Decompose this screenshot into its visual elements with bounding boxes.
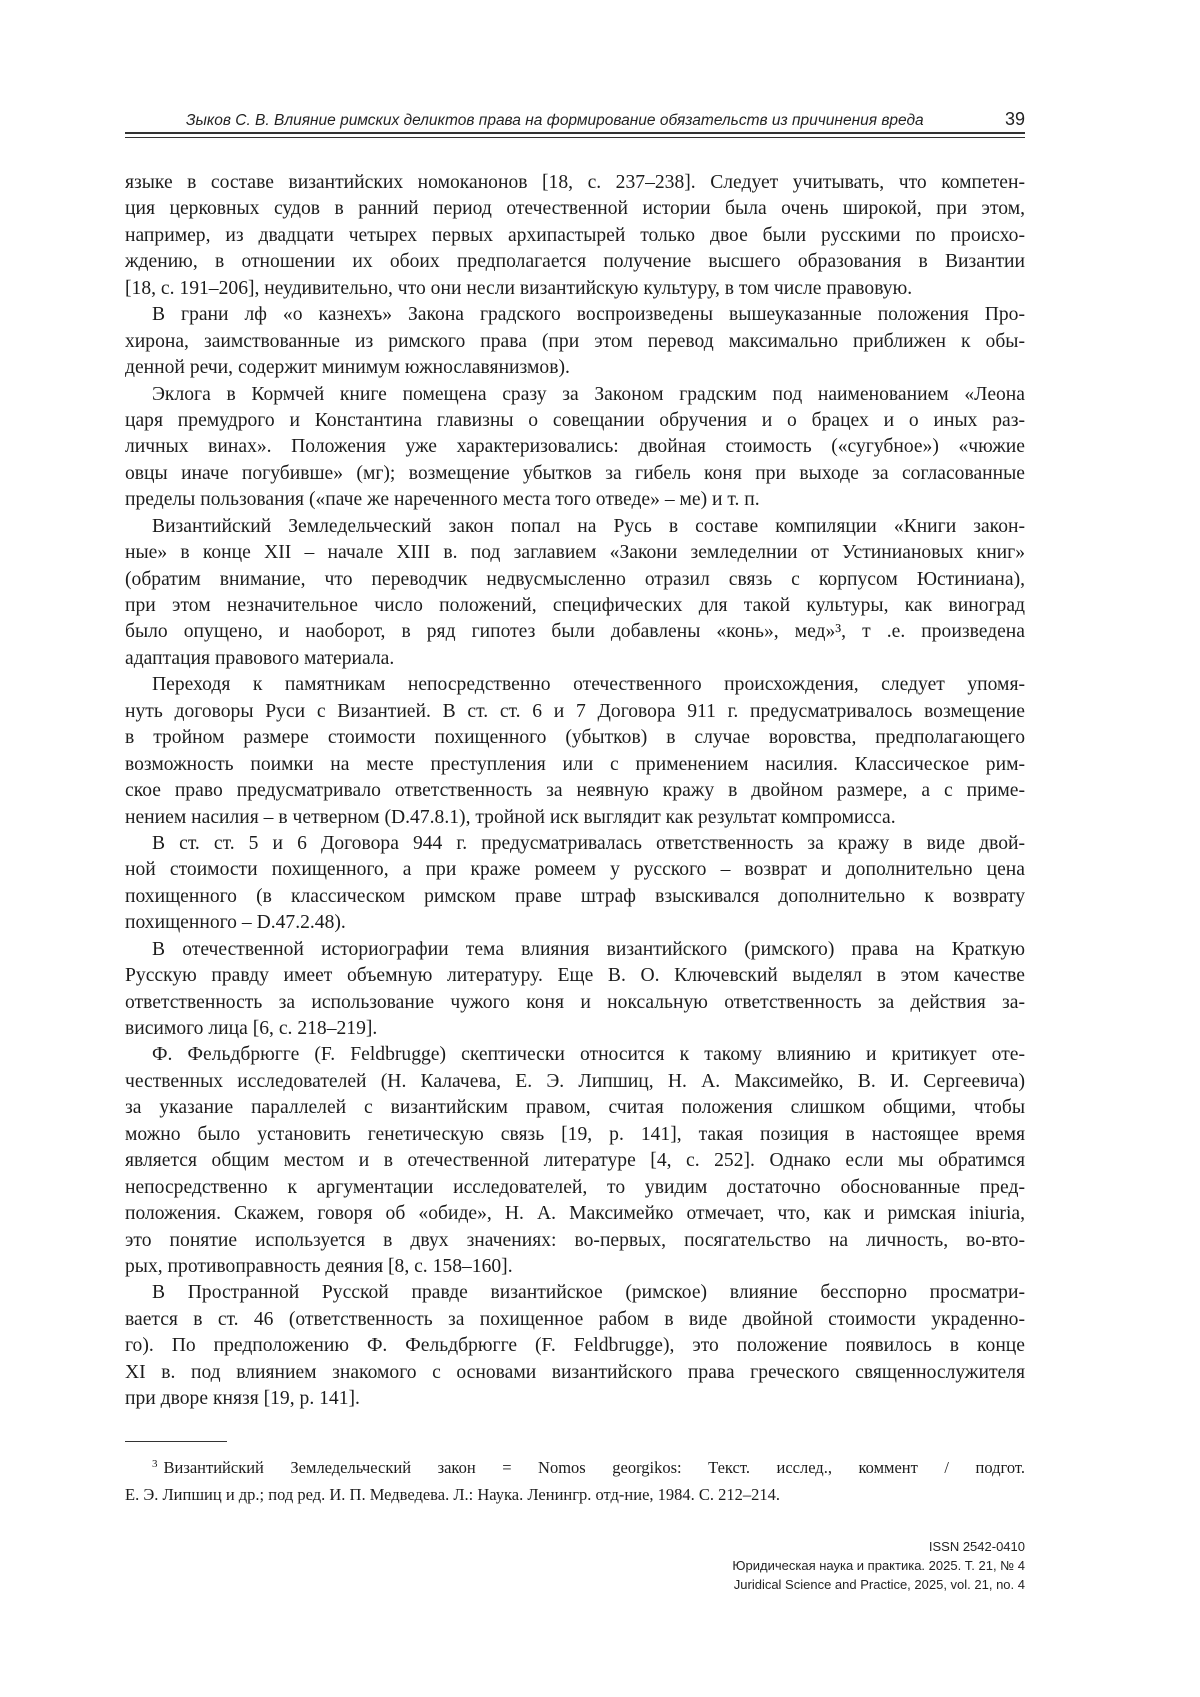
- body-line: при этом незначительное число положений, специфических для такой культуры, как виноград: [125, 595, 1025, 616]
- paragraph: [125, 1280, 1025, 1412]
- body-line: чественных исследователей (Н. Калачева, Е. Э. Липшиц, Н. А. Максимейко, В. И. Сергеевича): [125, 1070, 1025, 1092]
- footnote-text: Византийский Земледельческий закон = Nomos georgikos: Текст. исслед., коммент / подгот.: [163, 1458, 1025, 1477]
- body-line: Эклога в Кормчей книге помещена сразу за Законом градским под наименованием «Леона: [152, 383, 1025, 405]
- body-line: Русскую правду имеет объемную литературу. Еще В. О. Ключевский выделял в этом качестве: [125, 965, 1025, 987]
- issn: ISSN 2542-0410: [928, 1539, 1025, 1554]
- body-line: похищенного – D.47.2.48).: [125, 912, 346, 934]
- running-title: Зыков С. В. Влияние римских деликтов права на формирование обязательств из причинения вреда: [186, 112, 924, 129]
- body-line: го). По предположению Ф. Фельдбрюгге (F. Feldbrugge), это положение появилось в конце: [125, 1335, 1025, 1357]
- body-line: ные» в конце XII – начале XIII в. под заглавием «Закони земледелнии от Устиниановых книг»: [125, 542, 1025, 564]
- page-number: 39: [1004, 109, 1025, 129]
- paragraph: [125, 382, 1025, 514]
- body-line: непосредственно к аргументации исследователей, то увидим достаточно обоснованные пред-: [125, 1176, 1025, 1198]
- body-line: Переходя к памятникам непосредственно отечественного происхождения, следует упомя-: [152, 674, 1025, 696]
- body-line: при дворе князя [19, p. 141].: [125, 1388, 360, 1410]
- body-line: похищенного (в классическом римском праве штраф взыскивался дополнительно к возврату: [125, 885, 1025, 907]
- body-line: В Пространной Русской правде византийское (римское) влияние бесспорно просматри-: [152, 1282, 1025, 1304]
- body-line: царя премудрого и Константина главизны о совещании обручения и о брацех и о иных раз-: [125, 409, 1025, 431]
- paragraph: [125, 170, 1025, 302]
- body-line: вается в ст. 46 (ответственность за похищенное рабом в виде двойной стоимости украденно-: [125, 1308, 1025, 1330]
- body-line: это понятие используется в двух значениях: во-первых, посягательство на личность, во-вто-: [125, 1229, 1025, 1251]
- article-body: [125, 170, 1025, 1413]
- body-line: овцы иначе погубивше» (мг); возмещение убытков за гибель коня при выходе за согласованные: [125, 462, 1025, 484]
- paragraph: [125, 514, 1025, 673]
- header-rule-thin: [125, 137, 1025, 138]
- body-line: висимого лица [6, с. 218–219].: [125, 1018, 378, 1039]
- body-line: денной речи, содержит минимум южнославянизмов).: [125, 357, 570, 379]
- body-line: возможность поимки на месте преступления или с применением насилия. Классическое рим-: [125, 753, 1025, 775]
- paragraph: [125, 672, 1025, 831]
- footnote: [125, 1451, 1025, 1508]
- body-line: В грани лф «о казнехъ» Закона градского воспроизведены вышеуказанные положения Про-: [152, 304, 1025, 326]
- body-line: адаптация правового материала.: [125, 647, 395, 669]
- paragraph: [125, 1042, 1025, 1280]
- body-line: положения. Скажем, говоря об «обиде», Н. А. Максимейко отмечает, что, как и римская iniuria,: [125, 1203, 1025, 1225]
- journal-citation-en: Juridical Science and Practice, 2025, vol. 21, no. 4: [733, 1577, 1025, 1592]
- footnote-line: Е. Э. Липшиц и др.; под ред. И. П. Медведева. Л.: Наука. Ленингр. отд-ние, 1984. С. 212–214.: [125, 1485, 781, 1504]
- footnote-marker: 3: [152, 1458, 158, 1470]
- body-line: в тройном размере стоимости похищенного (убытков) в случае воровства, предполагающего: [125, 727, 1025, 749]
- body-line: можно было установить генетическую связь [19, p. 141], такая позиция в настоящее время: [125, 1123, 1025, 1145]
- body-line: ское право предусматривало ответственность за неявную кражу в двойном размере, а с приме-: [125, 780, 1025, 802]
- body-line: является общим местом и в отечественной литературе [4, с. 252]. Однако если мы обратимся: [125, 1150, 1025, 1172]
- body-line: (обратим внимание, что переводчик недвусмысленно отразил связь с корпусом Юстиниана),: [125, 568, 1025, 590]
- body-line: XI в. под влиянием знакомого с основами византийского права греческого священнослужителя: [125, 1361, 1025, 1383]
- body-line: рых, противоправность деяния [8, с. 158–160].: [125, 1255, 513, 1277]
- body-line: ждению, в отношении их обоих предполагается получение высшего образования в Византии: [125, 251, 1025, 273]
- body-line: за указание параллелей с византийским правом, считая положения слишком общими, чтобы: [125, 1097, 1025, 1119]
- body-line: В отечественной историографии тема влияния византийского (римского) права на Краткую: [152, 938, 1025, 960]
- header-rule: [125, 132, 1025, 134]
- body-line: пределы пользования («паче же нареченного места того отведе» – ме) и т. п.: [125, 489, 760, 511]
- body-line: например, из двадцати четырех первых архипастырей только двое были русскими по происхо-: [125, 224, 1025, 246]
- body-line: [18, с. 191–206], неудивительно, что они несли византийскую культуру, в том числе правовую.: [125, 277, 913, 299]
- journal-footer: [732, 1537, 1025, 1594]
- footnote-line: [125, 1451, 1025, 1481]
- body-line: нуть договоры Руси с Византией. В ст. ст. 6 и 7 Договора 911 г. предусматривалось возмещение: [125, 700, 1025, 722]
- body-line: ция церковных судов в ранний период отечественной истории была очень широкой, при этом,: [125, 198, 1025, 220]
- paragraph: [125, 831, 1025, 937]
- body-line: Ф. Фельдбрюгге (F. Feldbrugge) скептически относится к такому влиянию и критикует оте-: [152, 1044, 1025, 1066]
- body-line: Византийский Земледельческий закон попал на Русь в составе компиляции «Книги закон-: [152, 515, 1025, 537]
- body-line: В ст. ст. 5 и 6 Договора 944 г. предусматривалась ответственность за кражу в виде двой-: [152, 832, 1025, 854]
- body-line: личных винах». Положения уже характеризовались: двойная стоимость («сугубное») «чюжие: [125, 436, 1025, 458]
- body-line: языке в составе византийских номоканонов [18, с. 237–238]. Следует учитывать, что компетен-: [125, 172, 1025, 193]
- paragraph: [125, 302, 1025, 381]
- body-line: ответственность за использование чужого коня и ноксальную ответственность за действия за-: [125, 991, 1025, 1013]
- paragraph: [125, 937, 1025, 1043]
- body-line: было опущено, и наоборот, в ряд гипотез были добавлены «конь», мед»³, т .е. произведена: [125, 621, 1025, 643]
- journal-citation-ru: Юридическая наука и практика. 2025. Т. 21, № 4: [732, 1558, 1025, 1573]
- body-line: нением насилия – в четверном (D.47.8.1), тройной иск выглядит как результат компромисса.: [125, 806, 896, 828]
- footnote-separator: [125, 1441, 227, 1442]
- body-line: хирона, заимствованные из римского права (при этом перевод максимально приближен к обы-: [125, 330, 1025, 352]
- body-line: ной стоимости похищенного, а при краже ромеем у русского – возврат и дополнительно цена: [125, 859, 1025, 881]
